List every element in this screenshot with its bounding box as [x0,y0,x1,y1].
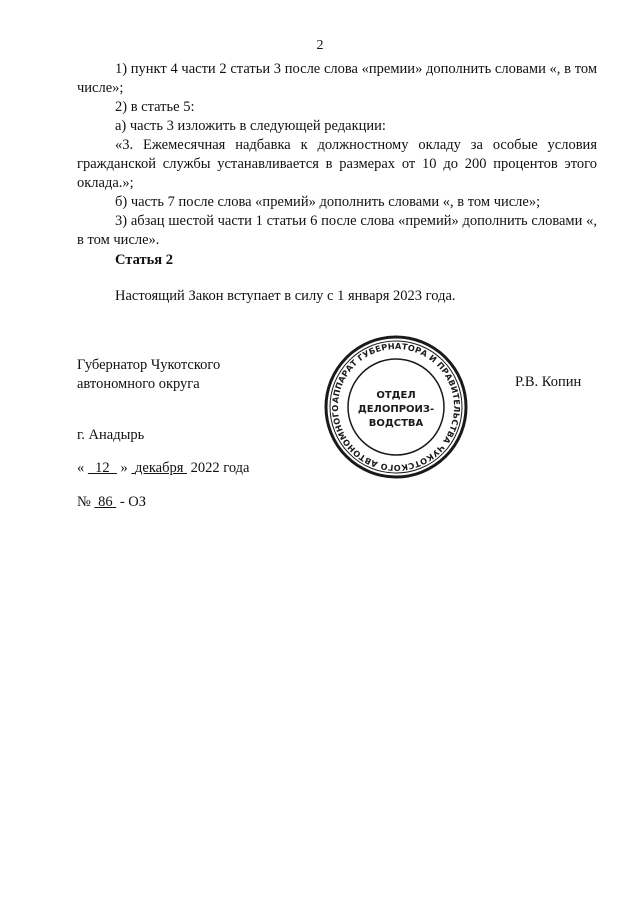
stamp-center-line: ВОДСТВА [368,418,424,429]
amendment-item: а) часть 3 изложить в следующей редакции: [115,118,386,134]
amendment-item: 1) пункт 4 части 2 статьи 3 после слова «премии» дополнить словами «, в том числе»; [77,61,597,96]
stamp-graphic [321,332,471,482]
amendment-item: 3) абзац шестой части 1 статьи 6 после слова «премий» дополнить словами «, в том числе». [77,213,597,248]
amendment-item: б) часть 7 после слова «премий» дополнить словами «, в том числе»; [115,194,541,210]
date-open-quote: « [77,460,85,476]
law-number-value: 86 [98,494,113,510]
signatory-title-line: автономного округа [77,376,200,392]
stamp-center-line: ДЕЛОПРОИЗ- [357,404,435,415]
stamp-center-line: ОТДЕЛ [376,390,416,401]
place-of-signing: г. Анадырь [77,427,145,443]
date-close-quote: » [120,460,128,476]
date-day: 12 [95,460,110,476]
amendments-list [77,60,597,250]
official-stamp [321,332,471,482]
law-number-suffix: - ОЗ [119,494,147,510]
stamp-ring-text: АППАРАТ ГУБЕРНАТОРА И ПРАВИТЕЛЬСТВА ЧУКОТСКОГО АВТОНОМНОГО [329,340,463,474]
law-number-prefix: № [77,494,91,510]
amendment-item: 2) в статье 5: [115,99,195,115]
article-heading: Статья 2 [115,252,173,268]
date-month: декабря [135,460,184,476]
signatory-name: Р.В. Копин [515,374,582,390]
law-number [77,494,146,511]
amendment-item: «3. Ежемесячная надбавка к должностному окладу за особые условия гражданской службы устанавливается в размерах от 10 до 200 процентов этого оклада.»; [77,137,597,191]
article-text: Настоящий Закон вступает в силу с 1 января 2023 года. [115,288,456,304]
signatory-title-line: Губернатор Чукотского [77,357,221,373]
page-number: 2 [316,38,324,53]
date-year: 2022 года [190,460,250,476]
signatory-title [77,356,220,394]
signing-date [77,460,249,477]
